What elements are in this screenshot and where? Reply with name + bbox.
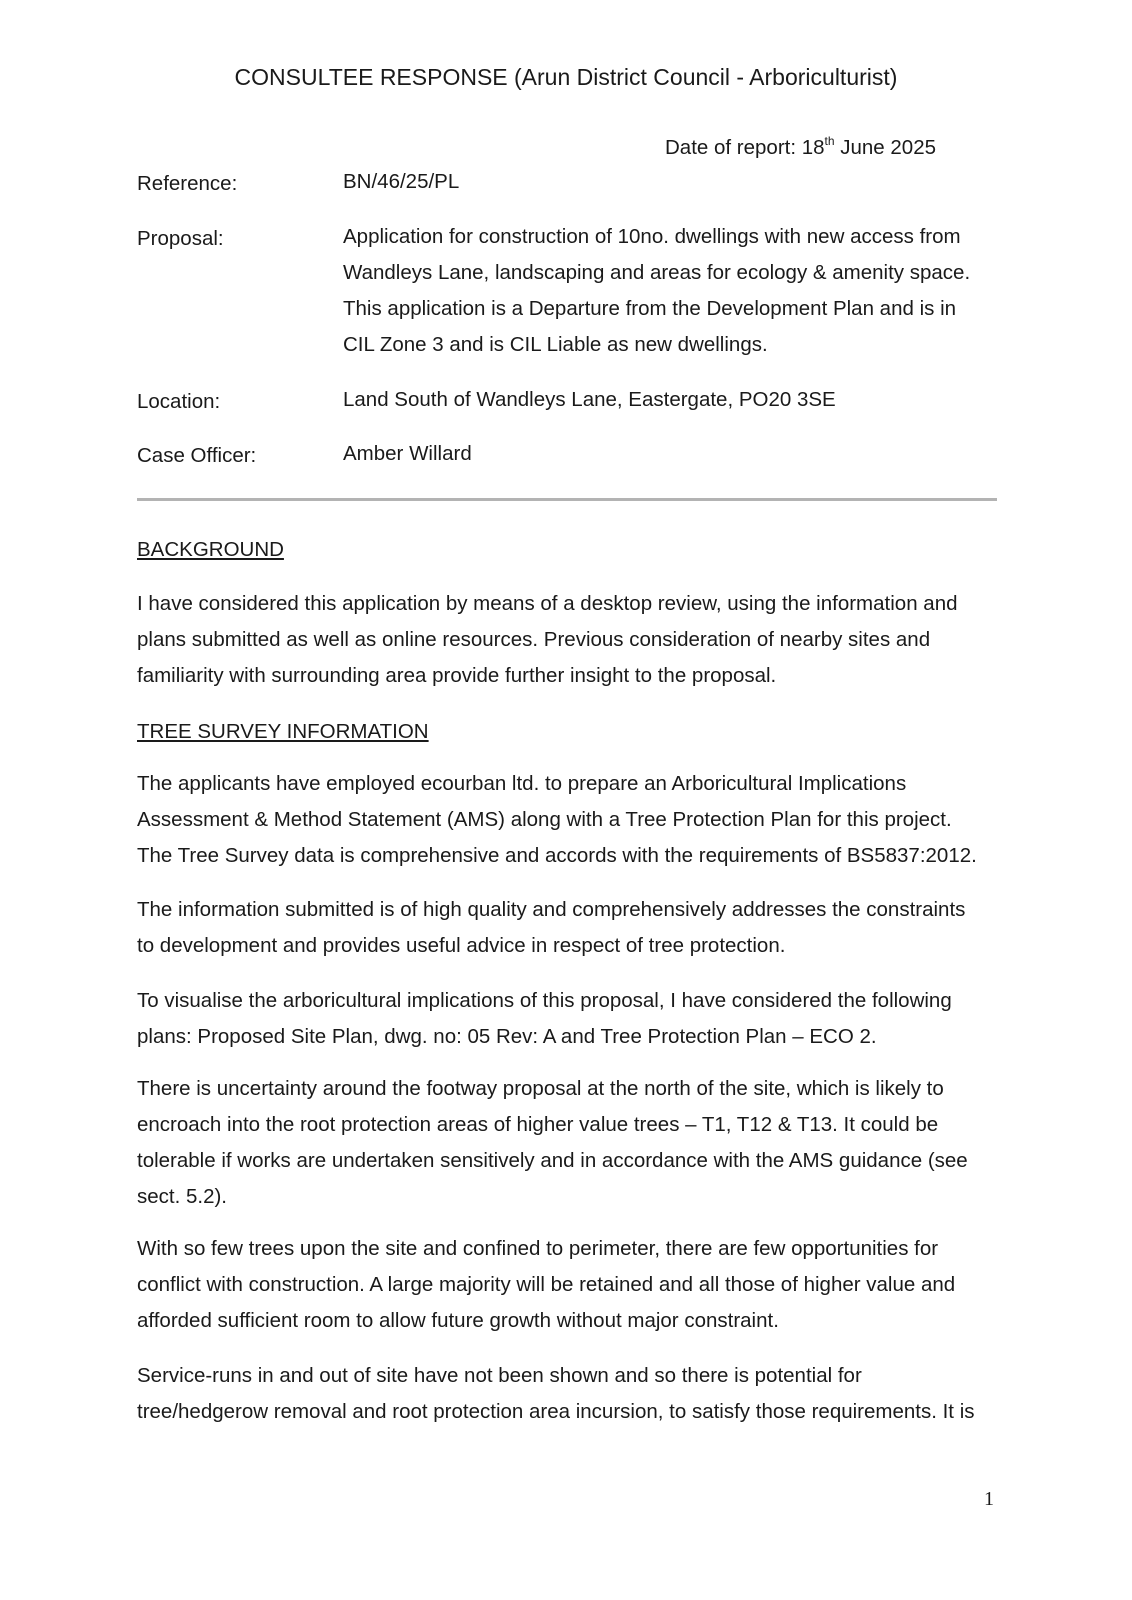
tree-survey-heading: TREE SURVEY INFORMATION — [137, 720, 429, 743]
paragraph-line: Service-runs in and out of site have not been shown and so there is potential for — [137, 1364, 862, 1387]
case-officer-value: Amber Willard — [343, 442, 472, 465]
paragraph-line: tolerable if works are undertaken sensitively and in accordance with the AMS guidance (see — [137, 1149, 968, 1172]
tree-survey-paragraph-1 — [137, 766, 1017, 874]
paragraph-line: The Tree Survey data is comprehensive and accords with the requirements of BS5837:2012. — [137, 844, 977, 867]
tree-survey-paragraph-5 — [137, 1231, 1017, 1339]
tree-survey-paragraph-6 — [137, 1358, 1017, 1430]
location-value: Land South of Wandleys Lane, Eastergate, PO20 3SE — [343, 388, 836, 411]
tree-survey-paragraph-3 — [137, 983, 1017, 1055]
reference-value: BN/46/25/PL — [343, 170, 460, 193]
report-date — [665, 136, 936, 160]
background-heading: BACKGROUND — [137, 538, 284, 561]
paragraph-line: sect. 5.2). — [137, 1185, 228, 1208]
tree-survey-paragraph-2 — [137, 892, 1017, 964]
proposal-label: Proposal: — [137, 227, 224, 250]
paragraph-line: conflict with construction. A large majority will be retained and all those of higher value and — [137, 1273, 956, 1296]
proposal-value — [343, 219, 1003, 363]
location-label: Location: — [137, 390, 221, 413]
paragraph-line: plans submitted as well as online resources. Previous consideration of nearby sites and — [137, 628, 931, 651]
proposal-line: This application is a Departure from the Development Plan and is in — [343, 297, 957, 320]
paragraph-line: I have considered this application by means of a desktop review, using the information and — [137, 592, 958, 615]
proposal-line: Wandleys Lane, landscaping and areas for ecology & amenity space. — [343, 261, 971, 284]
report-date-rest: June 2025 — [834, 136, 937, 159]
paragraph-line: There is uncertainty around the footway proposal at the north of the site, which is likely to — [137, 1077, 944, 1100]
paragraph-line: The information submitted is of high quality and comprehensively addresses the constraints — [137, 898, 966, 921]
report-date-prefix: Date of report: 18 — [665, 136, 825, 159]
reference-label: Reference: — [137, 172, 238, 195]
report-date-ordinal: th — [824, 134, 835, 148]
horizontal-divider — [137, 498, 997, 501]
paragraph-line: to development and provides useful advice in respect of tree protection. — [137, 934, 786, 957]
case-officer-label: Case Officer: — [137, 444, 257, 467]
paragraph-line: tree/hedgerow removal and root protection area incursion, to satisfy those requirements. It is — [137, 1400, 975, 1423]
background-paragraph — [137, 586, 1017, 694]
paragraph-line: afforded sufficient room to allow future growth without major constraint. — [137, 1309, 779, 1332]
paragraph-line: With so few trees upon the site and confined to perimeter, there are few opportunities for — [137, 1237, 939, 1260]
paragraph-line: Assessment & Method Statement (AMS) along with a Tree Protection Plan for this project. — [137, 808, 952, 831]
proposal-line: CIL Zone 3 and is CIL Liable as new dwellings. — [343, 333, 768, 356]
page-number: 1 — [984, 1488, 994, 1510]
paragraph-line: encroach into the root protection areas of higher value trees – T1, T12 & T13. It could be — [137, 1113, 939, 1136]
proposal-line: Application for construction of 10no. dwellings with new access from — [343, 225, 961, 248]
document-title: CONSULTEE RESPONSE (Arun District Council - Arboriculturist) — [234, 64, 898, 90]
paragraph-line: To visualise the arboricultural implications of this proposal, I have considered the following — [137, 989, 952, 1012]
paragraph-line: The applicants have employed ecourban ltd. to prepare an Arboricultural Implications — [137, 772, 907, 795]
paragraph-line: familiarity with surrounding area provide further insight to the proposal. — [137, 664, 777, 687]
paragraph-line: plans: Proposed Site Plan, dwg. no: 05 Rev: A and Tree Protection Plan – ECO 2. — [137, 1025, 877, 1048]
tree-survey-paragraph-4 — [137, 1071, 1017, 1215]
